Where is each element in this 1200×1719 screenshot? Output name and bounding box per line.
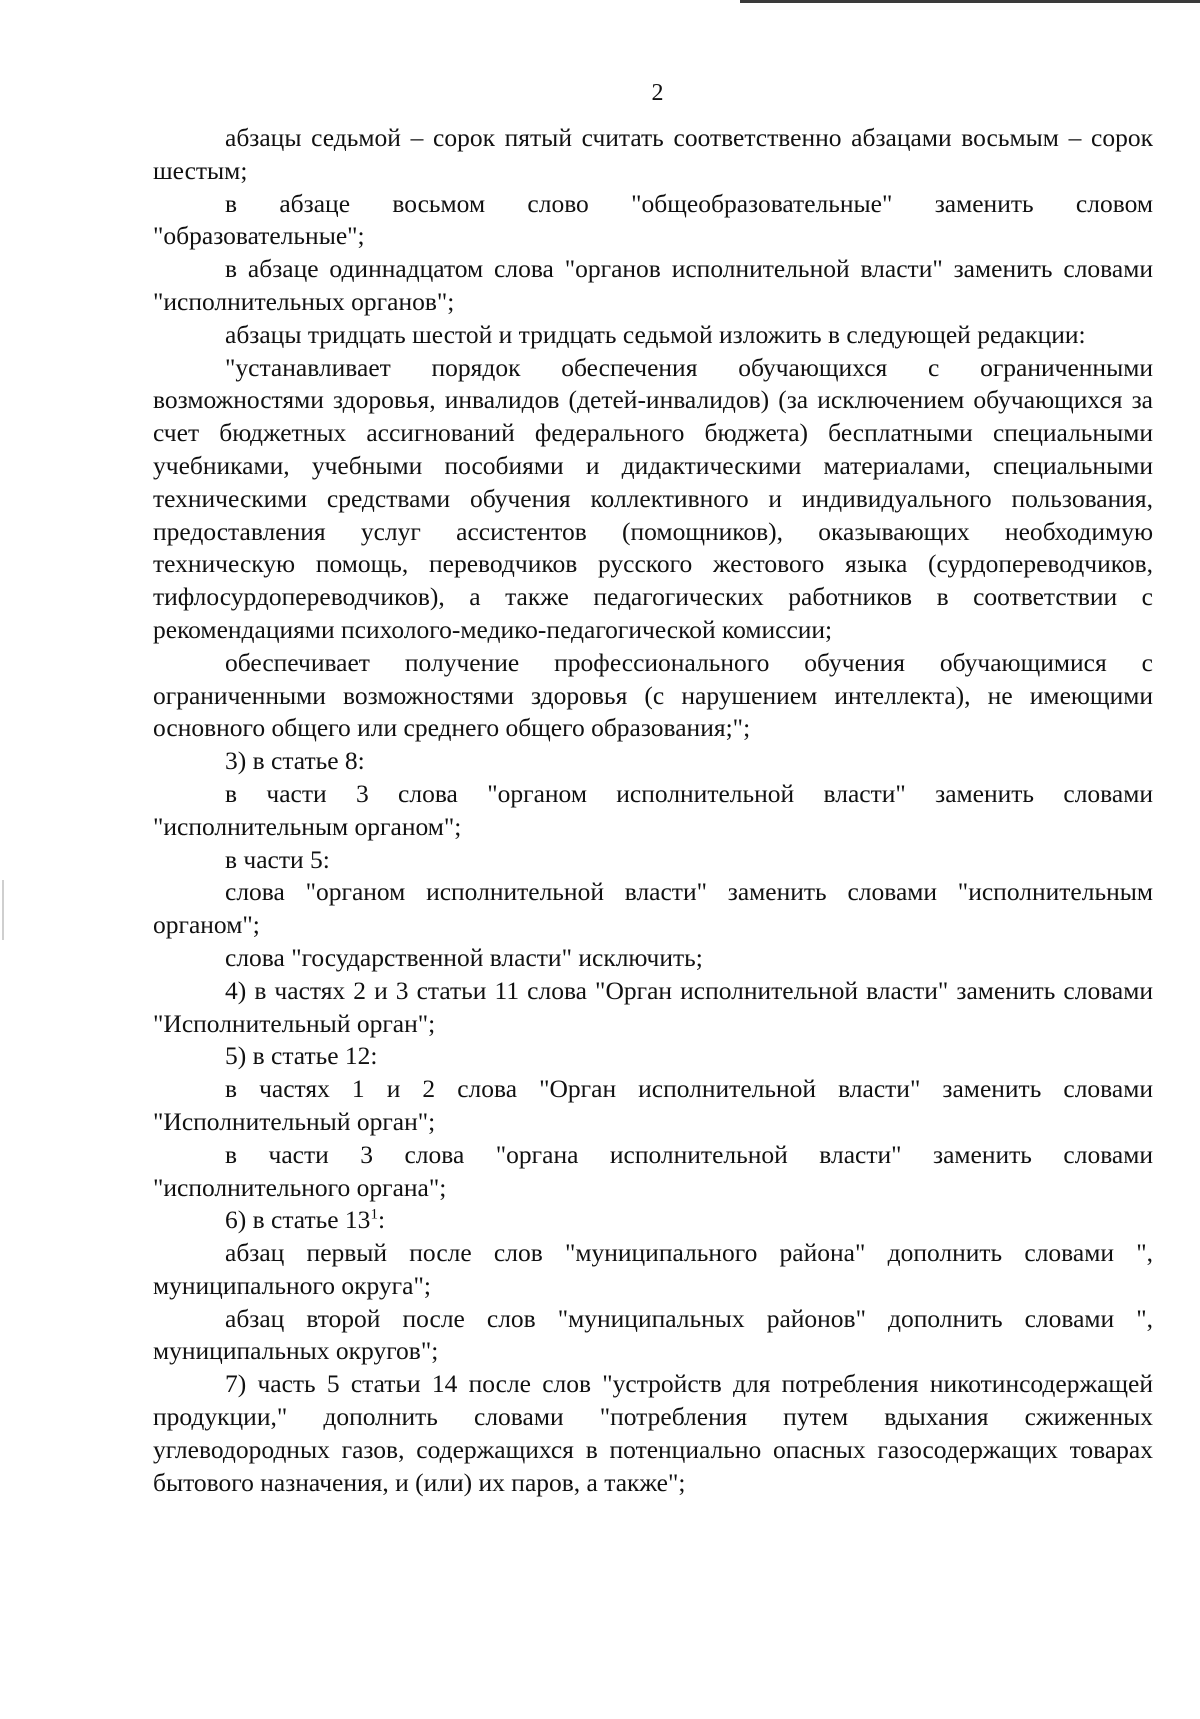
- paragraph: в части 3 слова "органом исполнительной власти" заменить словами "исполнительным органом";: [153, 778, 1153, 841]
- paragraph: в абзаце восьмом слово "общеобразовательные" заменить словом "образовательные";: [153, 188, 1153, 251]
- paragraph: 7) часть 5 статьи 14 после слов "устройств для потребления никотинсодержащей продукции," дополнить словами "потребления путем вдыхания сжиженных углеводородных газов, содержащихся в потенциально опасных газосодержащих товарах бытового назначения, и (или) их паров, а также";: [153, 1369, 1153, 1497]
- paragraph: в части 3 слова "органа исполнительной власти" заменить словами "исполнительного органа";: [153, 1139, 1153, 1202]
- document-body: [153, 122, 1153, 1499]
- paragraph: "устанавливает порядок обеспечения обучающихся с ограниченными возможностями здоровья, инвалидов (детей-инвалидов) (за исключением обучающихся за счет бюджетных ассигнований федерального бюджета) бесплатными специальными учебниками, учебными пособиями и дидактическими материалами, специальными техническими средствами обучения коллективного и индивидуального пользования, предоставления услуг ассистентов (помощников), оказывающих необходимую техническую помощь, переводчиков русского жестового языка (сурдопереводчиков, тифлосурдопереводчиков), а также педагогических работников в соответствии с рекомендациями психолого-медико-педагогической комиссии;: [153, 352, 1153, 644]
- paragraph: слова "государственной власти" исключить;: [225, 942, 703, 972]
- scan-edge-top: [740, 0, 1200, 3]
- paragraph: 3) в статье 8:: [225, 746, 365, 776]
- article-13-prefix: 6) в статье 13: [225, 1205, 371, 1235]
- paragraph: обеспечивает получение профессионального обучения обучающимися с ограниченными возможностями здоровья (с нарушением интеллекта), не имеющими основного общего или среднего общего образования;";: [153, 647, 1153, 743]
- paragraph: абзацы тридцать шестой и тридцать седьмой изложить в следующей редакции:: [225, 319, 1086, 349]
- paragraph: в частях 1 и 2 слова "Орган исполнительной власти" заменить словами "Исполнительный орган";: [153, 1074, 1153, 1136]
- article-13-item: [153, 1204, 1153, 1237]
- scan-edge-left: [2, 880, 4, 940]
- article-13-superscript: 1: [370, 1206, 378, 1223]
- paragraph: 4) в частях 2 и 3 статьи 11 слова "Орган исполнительной власти" заменить словами "Исполнительный орган";: [153, 975, 1153, 1038]
- article-13-suffix: :: [377, 1205, 386, 1235]
- paragraph: в абзаце одиннадцатом слова "органов исполнительной власти" заменить словами "исполнительных органов";: [153, 254, 1153, 316]
- paragraph: слова "органом исполнительной власти" заменить словами "исполнительным органом";: [153, 877, 1153, 940]
- paragraph: абзац первый после слов "муниципального района" дополнить словами ", муниципального округа";: [153, 1238, 1153, 1300]
- page-number: 2: [651, 80, 664, 106]
- paragraph: абзац второй после слов "муниципальных районов" дополнить словами ", муниципальных округов";: [153, 1303, 1153, 1366]
- paragraph: абзацы седьмой – сорок пятый считать соответственно абзацами восьмым – сорок шестым;: [153, 123, 1153, 185]
- paragraph: 5) в статье 12:: [225, 1041, 378, 1071]
- paragraph: в части 5:: [225, 844, 330, 874]
